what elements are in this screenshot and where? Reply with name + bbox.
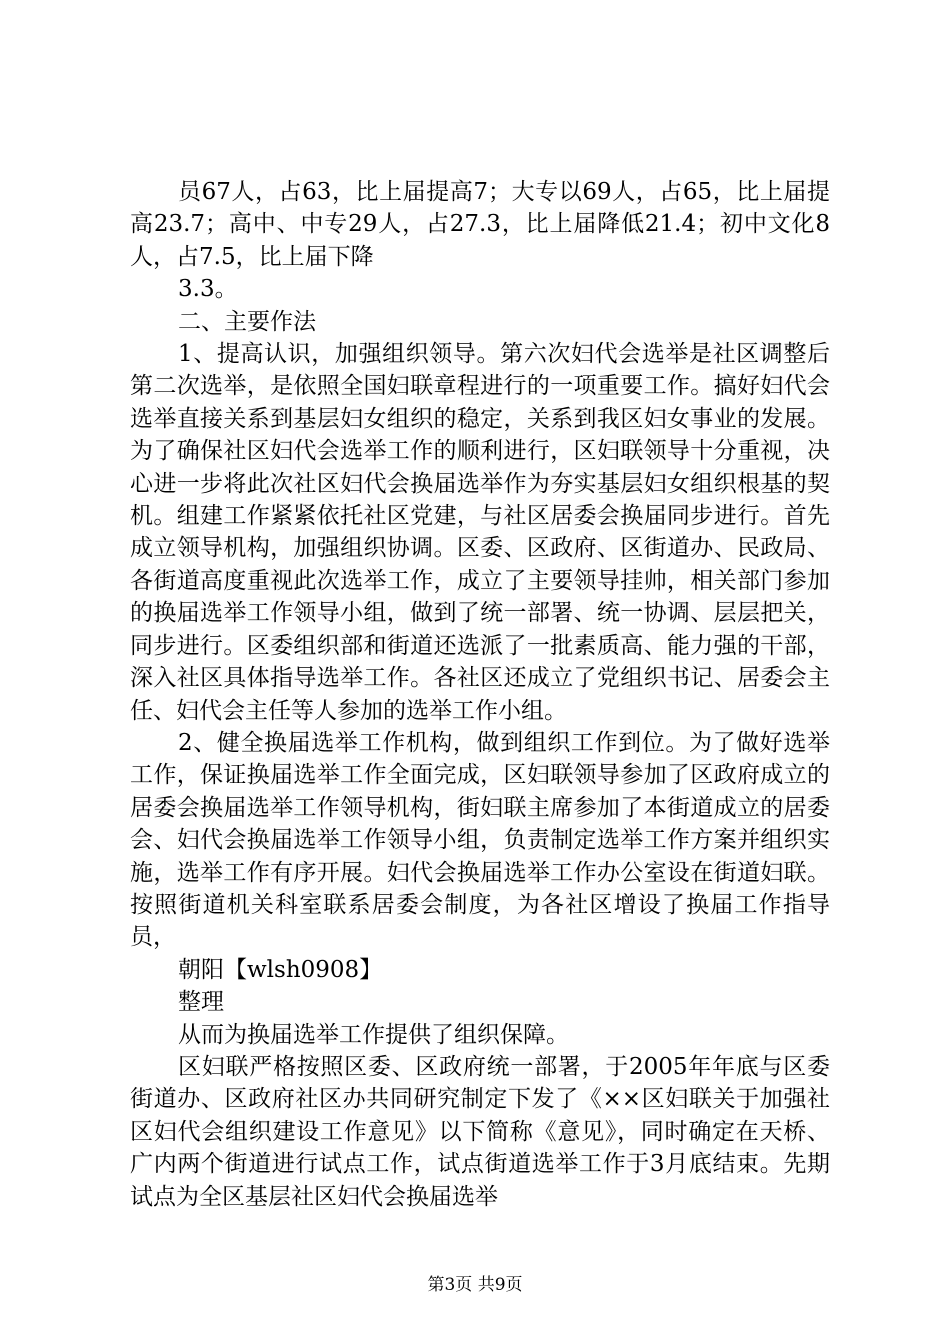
paragraph-item-1: 1、提高认识，加强组织领导。第六次妇代会选举是社区调整后第二次选举，是依照全国妇联章程进行的一项重要工作。搞好妇代会选举直接关系到基层妇女组织的稳定，关系到我区妇女事业的发展。为了确保社区妇代会选举工作的顺利进行，区妇联领导十分重视，决心进一步将此次社区妇代会换届选举作为夯实基层妇女组织根基的契机。组建工作紧紧依托社区党建，与社区居委会换届同步进行。首先成立领导机构，加强组织协调。区委、区政府、区街道办、民政局、各街道高度重视此次选举工作，成立了主要领导挂帅，相关部门参加的换届选举工作领导小组，做到了统一部署、统一协调、层层把关，同步进行。区委组织部和街道还选派了一批素质高、能力强的干部，深入社区具体指导选举工作。各社区还成立了党组织书记、居委会主任、妇代会主任等人参加的选举工作小组。 bbox=[130, 341, 830, 724]
document-body bbox=[130, 176, 830, 1213]
paragraph-item-2-continued: 从而为换届选举工作提供了组织保障。 bbox=[178, 1021, 569, 1048]
watermark-source-line: 朝阳【wlsh0908】 bbox=[178, 956, 383, 983]
paragraph-pilot-work: 区妇联严格按照区委、区政府统一部署，于2005年年底与区委街道办、区政府社区办共同研究制定下发了《××区妇联关于加强社区妇代会组织建设工作意见》以下简称《意见》，同时确定在天桥、广内两个街道进行试点工作，试点街道选举工作于3月底结束。先期试点为全区基层社区妇代会换届选举 bbox=[130, 1053, 830, 1210]
section-heading-main-practices: 二、主要作法 bbox=[178, 308, 316, 335]
paragraph-item-2: 2、健全换届选举工作机构，做到组织工作到位。为了做好选举工作，保证换届选举工作全面完成，区妇联领导参加了区政府成立的居委会换届选举工作领导机构，街妇联主席参加了本街道成立的居委会、妇代会换届选举工作领导小组，负责制定选举工作方案并组织实施，选举工作有序开展。妇代会换届选举工作办公室设在街道妇联。按照街道机关科室联系居委会制度，为各社区增设了换届工作指导员， bbox=[130, 729, 830, 951]
paragraph-stats-end: 3.3。 bbox=[178, 276, 238, 303]
paragraph-education-stats: 员67人，占63，比上届提高7；大专以69人，占65，比上届提高23.7；高中、中专29人，占27.3，比上届降低21.4；初中文化8人，占7.5，比上届下降 bbox=[130, 179, 830, 270]
page-footer: 第3页 共9页 bbox=[427, 1275, 523, 1295]
watermark-organize-line: 整理 bbox=[178, 989, 224, 1016]
